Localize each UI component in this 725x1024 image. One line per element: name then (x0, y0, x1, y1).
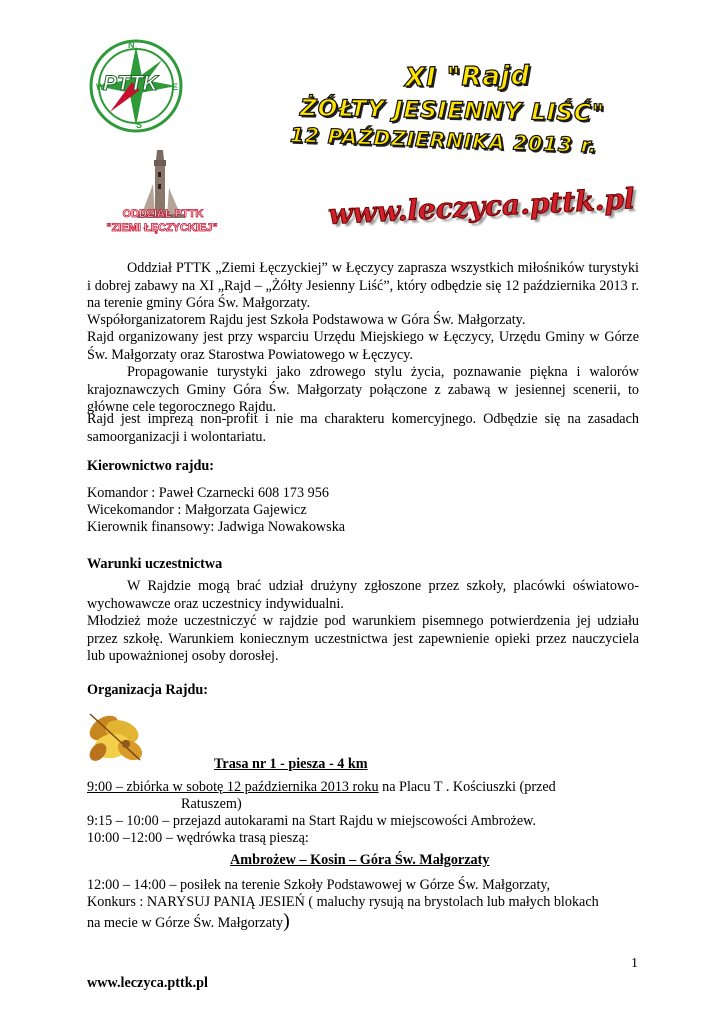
schedule-contest-finish (87, 910, 290, 933)
intro-paragraph-4: Propagowanie turystyki jako zdrowego stylu życia, poznawanie piękna i walorów krajoznawczych Gminy Góra Św. Małgorzaty połączone z zabawą w jesiennej scenerii, to główne cele tegorocznego Rajdu. (87, 364, 639, 415)
intro-paragraph-2: Współorganizatorem Rajdu jest Szkoła Podstawowa w Góra Św. Małgorzaty. (87, 312, 526, 328)
leadership-vice-commander: Wicekomandor : Małgorzata Gajewicz (87, 502, 307, 518)
conditions-paragraph-1: W Rajdzie mogą brać udział drużyny zgłoszone przez szkoły, placówki oświatowo-wychowawcze oraz uczestnicy indywidualni. (87, 578, 639, 612)
intro-paragraph-5: Rajd jest imprezą non-profit i nie ma charakteru komercyjnego. Odbędzie się na zasadach samoorganizacji i wolontariatu. (87, 411, 639, 445)
conditions-heading: Warunki uczestnictwa (87, 556, 223, 572)
autumn-leaves-illustration (82, 704, 148, 766)
schedule-gathering-continued: Ratuszem) (181, 796, 242, 812)
schedule-meal: 12:00 – 14:00 – posiłek na terenie Szkoły Podstawowej w Górze Św. Małgorzaty, (87, 877, 551, 893)
schedule-gathering (87, 779, 556, 797)
compass-east: E (172, 82, 179, 92)
schedule-gathering-time: 9:00 – zbiórka w sobotę 12 października 2013 roku (87, 779, 379, 795)
schedule-hike: 10:00 –12:00 – wędrówka trasą pieszą: (87, 830, 309, 846)
closing-parenthesis: ) (283, 910, 290, 932)
pttk-logo-text: PTTK (103, 72, 158, 95)
leadership-commander: Komandor : Paweł Czarnecki 608 173 956 (87, 485, 329, 501)
page-number: 1 (631, 956, 638, 971)
leadership-heading: Kierownictwo rajdu: (87, 458, 215, 474)
schedule-bus-transfer: 9:15 – 10:00 – przejazd autokarami na Start Rajdu w miejscowości Ambrożew. (87, 813, 537, 829)
schedule-contest: Konkurs : NARYSUJ PANIĄ JESIEŃ ( maluchy rysują na brystolach lub małych blokach (87, 894, 599, 910)
route-path: Ambrożew – Kosin – Góra Św. Małgorzaty (230, 852, 490, 868)
branch-name-line2: "ZIEMI ŁĘCZYCKIEJ" (106, 222, 218, 234)
compass-west: W (96, 82, 105, 92)
organization-heading: Organizacja Rajdu: (87, 682, 208, 698)
conditions-paragraph-2: Młodzież może uczestniczyć w rajdzie pod warunkiem pisemnego potwierdzenia jej udziału przez szkołę. Warunkiem koniecznym uczestnictwa jest zapewnienie opieki przez nauczyciela lub upoważnionej osoby dorosłej. (87, 613, 639, 664)
route-heading: Trasa nr 1 - piesza - 4 km (214, 756, 368, 772)
website-banner: www.leczyca.pttk.pl (327, 181, 636, 232)
intro-paragraph-3: Rajd organizowany jest przy wsparciu Urzędu Miejskiego w Łęczycy, Urzędu Gminy w Górze Św. Małgorzaty oraz Starostwa Powiatowego w Łęczycy. (87, 329, 639, 363)
title-line3: 12 PAŹDZIERNIKA 2013 r. (289, 122, 598, 158)
footer-website: www.leczyca.pttk.pl (87, 975, 208, 991)
compass-south: S (136, 120, 143, 130)
leadership-finance: Kierownik finansowy: Jadwiga Nowakowska (87, 519, 346, 535)
title-line1: XI "Rajd (404, 60, 531, 94)
compass-north: N (128, 40, 135, 50)
intro-paragraph-1: Oddział PTTK „Ziemi Łęczyckiej” w Łęczycy zaprasza wszystkich miłośników turystyki i dobrej zabawy na XI „Rajd – „Żółty Jesienny Liść”, który odbędzie się 12 października 2013 r. na terenie gminy Góra Św. Małgorzaty. (87, 260, 639, 311)
branch-name-line1: ODDZIAŁ PTTK (122, 208, 204, 220)
schedule-contest-finish-text: na mecie w Górze Św. Małgorzaty (87, 915, 284, 931)
title-line2: ŻÓŁTY JESIENNY LIŚĆ" (299, 95, 606, 127)
schedule-gathering-place: na Placu T . Kościuszki (przed (378, 779, 556, 795)
